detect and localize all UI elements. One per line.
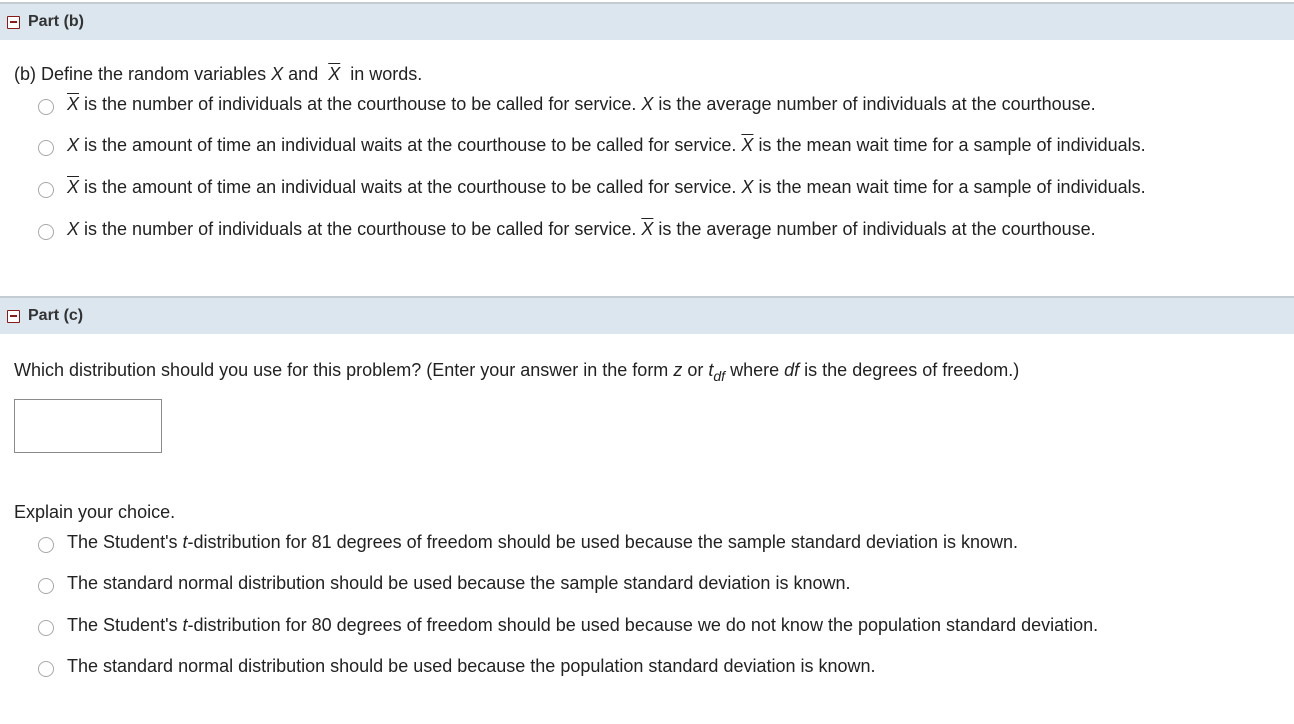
part-c-header[interactable]: [0, 296, 1294, 334]
part-c-option-2[interactable]: [38, 573, 850, 594]
part-b-header[interactable]: [0, 2, 1294, 40]
part-b-question: (b) Define the random variables X and $\overline{X}$ in words.: [14, 64, 423, 84]
explain-label: Explain your choice.: [14, 502, 176, 522]
distribution-answer-input[interactable]: [14, 399, 162, 453]
option-text: X is the number of individuals at the courthouse to be called for service. $\overline{X}$ is the average number of individuals at the courthouse.: [67, 219, 1096, 239]
part-b-option-4[interactable]: [38, 219, 1096, 240]
radio-button[interactable]: [38, 578, 54, 594]
radio-button[interactable]: [38, 140, 54, 156]
option-text: $\overline{X}$ is the number of individuals at the courthouse to be called for service. X is the average number of individuals at the courthouse.: [67, 94, 1096, 114]
part-b-option-1[interactable]: [38, 94, 1096, 115]
radio-button[interactable]: [38, 182, 54, 198]
part-c-question: Which distribution should you use for this problem? (Enter your answer in the form z or $t_{df}$ where df is the degrees of freedom.): [14, 360, 1020, 384]
part-b-option-2[interactable]: [38, 135, 1146, 156]
option-text: $\overline{X}$ is the amount of time an individual waits at the courthouse to be called for service. X is the mean wait time for a sample of individuals.: [67, 177, 1146, 197]
part-c-option-4[interactable]: [38, 656, 876, 677]
option-text: The standard normal distribution should be used because the population standard deviation is known.: [67, 656, 876, 676]
part-c-option-1[interactable]: [38, 532, 1018, 553]
part-c-title: Part (c): [28, 307, 84, 324]
collapse-icon[interactable]: [7, 310, 20, 323]
radio-button[interactable]: [38, 224, 54, 240]
radio-button[interactable]: [38, 661, 54, 677]
radio-button[interactable]: [38, 620, 54, 636]
option-text: The standard normal distribution should be used because the sample standard deviation is known.: [67, 573, 851, 593]
radio-button[interactable]: [38, 537, 54, 553]
part-b-option-3[interactable]: [38, 177, 1146, 198]
radio-button[interactable]: [38, 99, 54, 115]
option-text: X is the amount of time an individual waits at the courthouse to be called for service. $\overline{X}$ is the mean wait time for a sample of individuals.: [67, 135, 1146, 155]
option-text: The Student's t-distribution for 80 degrees of freedom should be used because we do not know the population standard deviation.: [67, 615, 1099, 635]
option-text: The Student's t-distribution for 81 degrees of freedom should be used because the sample standard deviation is known.: [67, 532, 1019, 552]
part-c-option-3[interactable]: [38, 615, 1098, 636]
part-b-title: Part (b): [28, 13, 84, 30]
collapse-icon[interactable]: [7, 16, 20, 29]
